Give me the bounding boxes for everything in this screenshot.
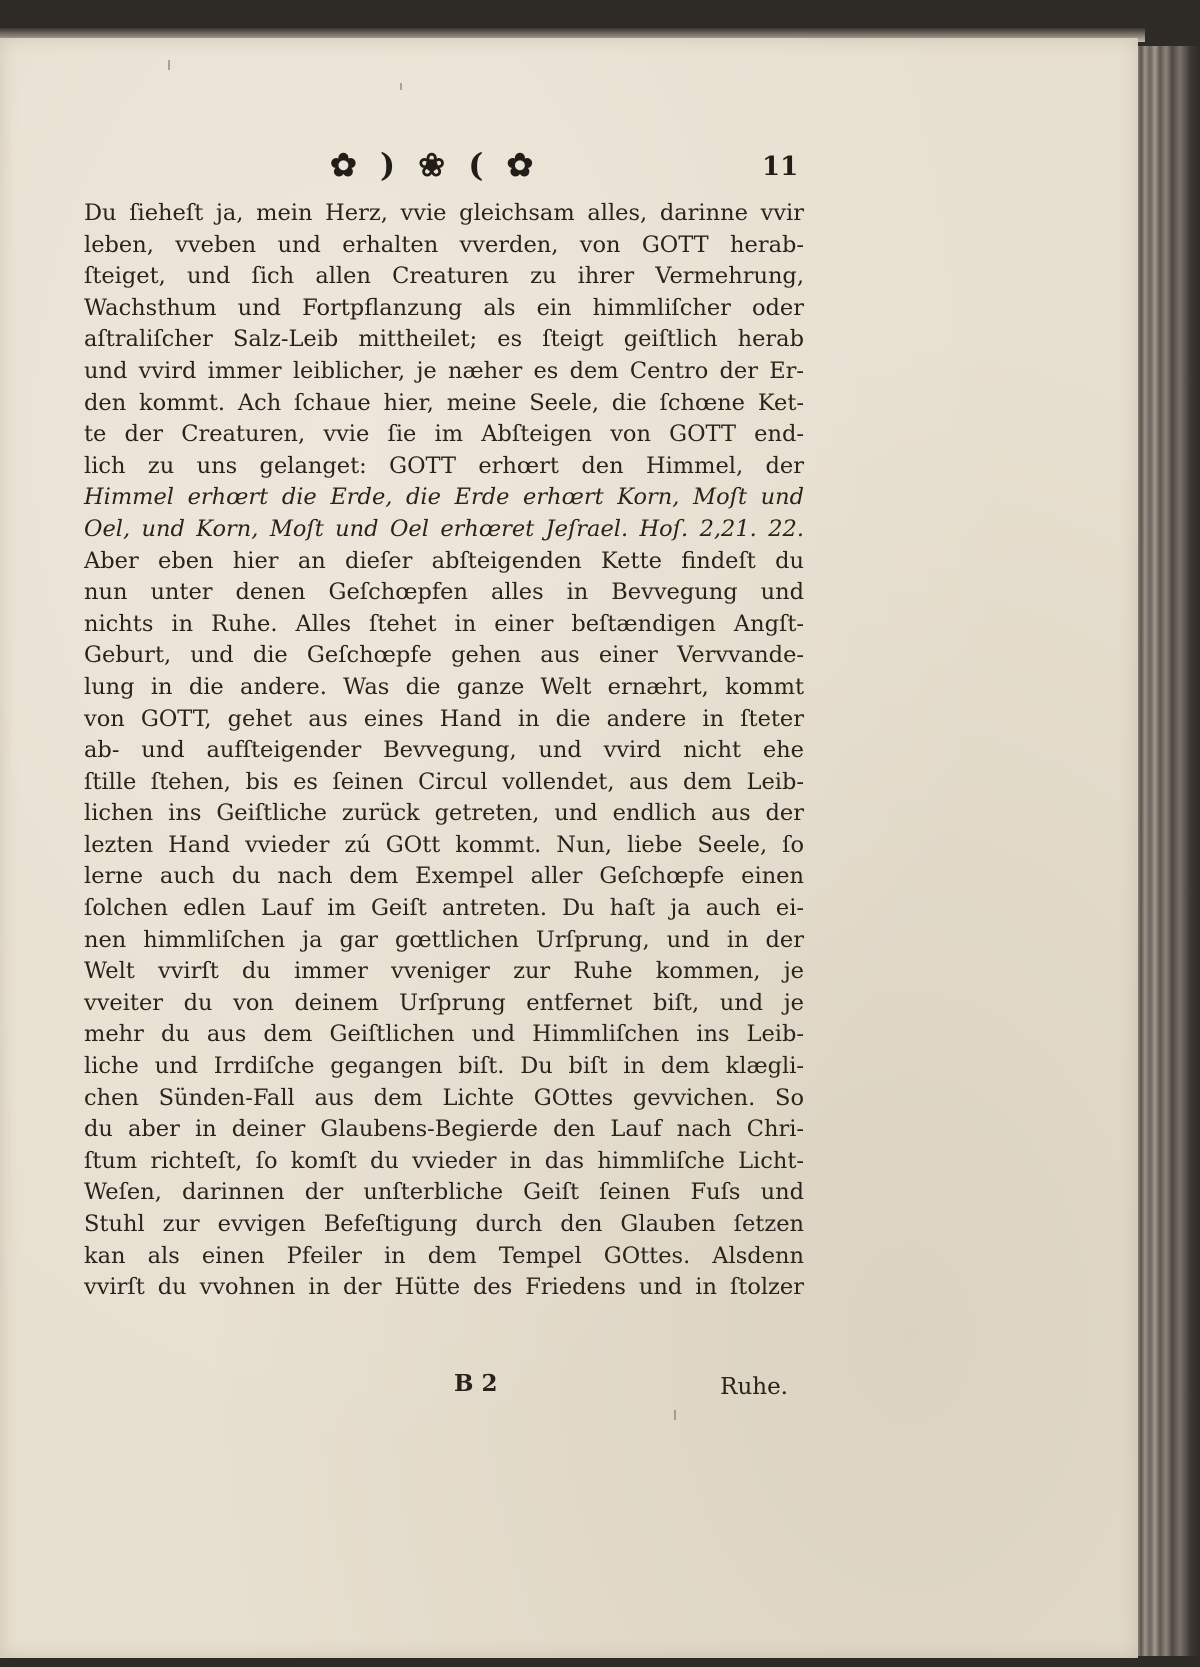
text-line: Geburt, und die Geſchœpfe gehen aus einer Vervvande- — [84, 642, 804, 669]
text-line: Oel, und Korn, Moſt und Oel erhœret Jeſrael. Hoſ. 2,21. 22. — [84, 515, 804, 542]
text-line: vveiter du von deinem Urſprung entfernet biſt, und je — [84, 989, 804, 1016]
text-line: Stuhl zur evvigen Befeſtigung durch den Glauben ſetzen — [84, 1211, 804, 1237]
text-line: lerne auch du nach dem Exempel aller Geſchœpfe einen — [84, 863, 804, 890]
text-line: Weſen, darinnen der unſterbliche Geiſt ſeinen Fuſs und — [84, 1179, 804, 1206]
text-line: ſteiget, und ſich allen Creaturen zu ihrer Vermehrung, — [84, 263, 804, 290]
page-number: 11 — [762, 152, 799, 182]
text-line: du aber in deiner Glaubens-Begierde den Lauf nach Chri- — [84, 1116, 804, 1143]
text-line: Wachsthum und Fortpflanzung als ein himmliſcher oder — [84, 294, 804, 321]
text-line: nichts in Ruhe. Alles ſtehet in einer beſtændigen Angſt- — [84, 610, 804, 637]
text-line: aſtraliſcher Salz-Leib mittheilet; es ſteigt geiſtlich herab — [84, 326, 804, 353]
text-line: ſtille ſtehen, bis es ſeinen Circul vollendet, aus dem Leib- — [84, 768, 804, 795]
page-footer — [84, 1370, 788, 1410]
text-line: von GOTT, gehet aus eines Hand in die andere in ſteter — [84, 705, 804, 732]
text-line: chen Sünden-Fall aus dem Lichte GOttes gevvichen. So — [84, 1084, 804, 1111]
text-line: nun unter denen Geſchœpfen alles in Bevvegung und — [84, 579, 804, 606]
text-line: und vvird immer leiblicher, je næher es dem Centro der Er- — [84, 357, 804, 384]
text-line: lezten Hand vvieder zú GOtt kommt. Nun, liebe Seele, ſo — [84, 831, 804, 858]
text-line: Himmel erhœrt die Erde, die Erde erhœrt Korn, Moſt und — [84, 484, 804, 511]
catchword: Ruhe. — [720, 1374, 788, 1400]
text-line: vvirſt du vvohnen in der Hütte des Friedens und in ſtolzer — [84, 1274, 804, 1301]
signature-mark: B 2 — [454, 1370, 498, 1397]
text-line: nen himmliſchen ja gar gœttlichen Urſprung, und in der — [84, 926, 804, 953]
text-line: den kommt. Ach ſchaue hier, meine Seele, die ſchœne Ket- — [84, 389, 804, 416]
text-line: Welt vvirſt du immer vveniger zur Ruhe kommen, je — [84, 958, 804, 985]
text-line: liche und Irrdiſche gegangen biſt. Du biſt in dem klægli- — [84, 1053, 804, 1080]
text-line: ſtum richteſt, ſo komſt du vvieder in das himmliſche Licht- — [84, 1147, 804, 1174]
text-line: Du ſieheſt ja, mein Herz, vvie gleichsam alles, darinne vvir — [84, 200, 804, 226]
paper-speck — [674, 1410, 676, 1420]
text-line: lich zu uns gelanget: GOTT erhœrt den Himmel, der — [84, 452, 804, 479]
body-text — [84, 198, 804, 1304]
text-line: Aber eben hier an dieſer abſteigenden Kette findeſt du — [84, 547, 804, 574]
book-fore-edge — [1132, 46, 1200, 1656]
paper-speck — [168, 60, 170, 70]
paper-speck — [400, 83, 402, 90]
text-line: leben, vveben und erhalten vverden, von GOTT herab- — [84, 231, 804, 258]
running-head — [0, 146, 1138, 186]
text-line: mehr du aus dem Geiſtlichen und Himmliſchen ins Leib- — [84, 1021, 804, 1048]
text-line: lichen ins Geiſtliche zurück getreten, und endlich aus der — [84, 800, 804, 827]
text-line: ſolchen edlen Lauf im Geiſt antreten. Du haſt ja auch ei- — [84, 895, 804, 922]
text-line: ab- und aufſteigender Bevvegung, und vvird nicht ehe — [84, 737, 804, 764]
ornament-icon: ✿ ) ❀ ( ✿ — [330, 146, 540, 184]
text-line: lung in die andere. Was die ganze Welt ernæhrt, kommt — [84, 673, 804, 700]
text-line: te der Creaturen, vvie ſie im Abſteigen von GOTT end- — [84, 421, 804, 448]
page-paper — [0, 38, 1138, 1658]
text-line: kan als einen Pfeiler in dem Tempel GOttes. Alsdenn — [84, 1242, 804, 1269]
